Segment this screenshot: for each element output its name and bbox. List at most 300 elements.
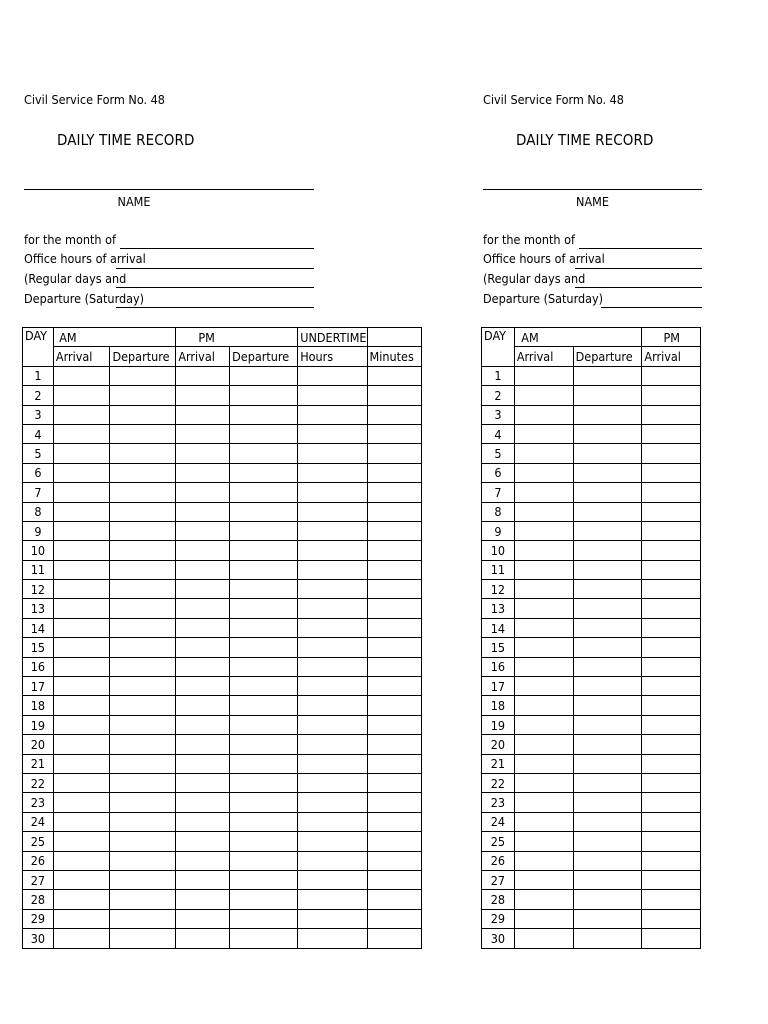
time-entry-cell[interactable] <box>176 715 230 734</box>
time-entry-cell[interactable] <box>230 366 298 385</box>
time-entry-cell[interactable] <box>230 677 298 696</box>
time-entry-cell[interactable] <box>176 677 230 696</box>
table-row <box>482 483 701 502</box>
time-entry-cell[interactable] <box>514 580 573 599</box>
time-entry-cell[interactable] <box>53 657 110 676</box>
time-entry-cell[interactable] <box>298 502 367 521</box>
time-entry-cell[interactable] <box>642 599 701 618</box>
time-entry-cell[interactable] <box>642 521 701 540</box>
time-entry-cell[interactable] <box>367 793 421 812</box>
time-entry-cell[interactable] <box>367 677 421 696</box>
time-entry-cell[interactable] <box>298 521 367 540</box>
time-entry-cell[interactable] <box>230 386 298 405</box>
day-number: 6 <box>482 463 515 482</box>
time-entry-cell[interactable] <box>53 599 110 618</box>
regular-days-field-line[interactable] <box>575 287 702 288</box>
time-entry-cell[interactable] <box>176 929 230 948</box>
time-entry-cell[interactable] <box>53 754 110 773</box>
time-entry-cell[interactable] <box>176 424 230 443</box>
time-entry-cell[interactable] <box>642 696 701 715</box>
time-entry-cell[interactable] <box>573 870 642 889</box>
time-entry-cell[interactable] <box>573 463 642 482</box>
time-entry-cell[interactable] <box>642 870 701 889</box>
time-entry-cell[interactable] <box>367 909 421 928</box>
time-entry-cell[interactable] <box>573 599 642 618</box>
time-entry-cell[interactable] <box>298 812 367 831</box>
time-entry-cell[interactable] <box>298 793 367 812</box>
time-entry-cell[interactable] <box>573 657 642 676</box>
time-entry-cell[interactable] <box>514 929 573 948</box>
day-number: 23 <box>482 793 515 812</box>
time-entry-cell[interactable] <box>298 405 367 424</box>
time-entry-cell[interactable] <box>514 909 573 928</box>
time-entry-cell[interactable] <box>573 832 642 851</box>
time-entry-cell[interactable] <box>514 541 573 560</box>
time-entry-cell[interactable] <box>176 580 230 599</box>
time-entry-cell[interactable] <box>642 405 701 424</box>
time-entry-cell[interactable] <box>298 386 367 405</box>
time-entry-cell[interactable] <box>367 773 421 792</box>
time-entry-cell[interactable] <box>110 580 176 599</box>
time-entry-cell[interactable] <box>367 890 421 909</box>
time-entry-cell[interactable] <box>367 657 421 676</box>
time-entry-cell[interactable] <box>367 463 421 482</box>
time-entry-cell[interactable] <box>176 851 230 870</box>
time-entry-cell[interactable] <box>110 483 176 502</box>
name-field-line[interactable] <box>483 189 702 190</box>
time-entry-cell[interactable] <box>53 405 110 424</box>
time-entry-cell[interactable] <box>642 677 701 696</box>
time-entry-cell[interactable] <box>573 773 642 792</box>
time-entry-cell[interactable] <box>573 521 642 540</box>
time-entry-cell[interactable] <box>53 696 110 715</box>
time-entry-cell[interactable] <box>298 618 367 637</box>
time-entry-cell[interactable] <box>176 735 230 754</box>
time-entry-cell[interactable] <box>573 502 642 521</box>
time-entry-cell[interactable] <box>110 638 176 657</box>
time-entry-cell[interactable] <box>298 483 367 502</box>
time-entry-cell[interactable] <box>110 890 176 909</box>
time-entry-cell[interactable] <box>110 735 176 754</box>
time-entry-cell[interactable] <box>176 638 230 657</box>
time-entry-cell[interactable] <box>230 754 298 773</box>
table-row <box>482 638 701 657</box>
time-entry-cell[interactable] <box>230 502 298 521</box>
time-entry-cell[interactable] <box>110 521 176 540</box>
regular-days-field-line[interactable] <box>116 287 314 288</box>
time-entry-cell[interactable] <box>230 890 298 909</box>
time-entry-cell[interactable] <box>110 715 176 734</box>
time-entry-cell[interactable] <box>573 444 642 463</box>
table-row <box>23 502 422 521</box>
time-entry-cell[interactable] <box>298 638 367 657</box>
month-label: for the month of <box>24 232 116 247</box>
time-entry-cell[interactable] <box>176 909 230 928</box>
time-entry-cell[interactable] <box>573 366 642 385</box>
time-entry-cell[interactable] <box>367 599 421 618</box>
time-entry-cell[interactable] <box>367 870 421 889</box>
time-entry-cell[interactable] <box>176 793 230 812</box>
time-entry-cell[interactable] <box>298 541 367 560</box>
time-entry-cell[interactable] <box>367 929 421 948</box>
time-entry-cell[interactable] <box>573 405 642 424</box>
time-entry-cell[interactable] <box>110 754 176 773</box>
time-entry-cell[interactable] <box>53 618 110 637</box>
day-number: 26 <box>482 851 515 870</box>
time-entry-cell[interactable] <box>230 870 298 889</box>
time-entry-cell[interactable] <box>230 405 298 424</box>
time-entry-cell[interactable] <box>514 502 573 521</box>
time-entry-cell[interactable] <box>176 483 230 502</box>
time-entry-cell[interactable] <box>176 832 230 851</box>
time-entry-cell[interactable] <box>110 677 176 696</box>
time-entry-cell[interactable] <box>514 677 573 696</box>
time-entry-cell[interactable] <box>642 560 701 579</box>
time-entry-cell[interactable] <box>367 521 421 540</box>
time-entry-cell[interactable] <box>642 715 701 734</box>
time-entry-cell[interactable] <box>176 870 230 889</box>
time-entry-cell[interactable] <box>176 502 230 521</box>
time-entry-cell[interactable] <box>176 696 230 715</box>
time-entry-cell[interactable] <box>298 851 367 870</box>
time-entry-cell[interactable] <box>367 560 421 579</box>
time-entry-cell[interactable] <box>573 677 642 696</box>
day-number: 1 <box>23 366 54 385</box>
time-entry-cell[interactable] <box>514 638 573 657</box>
time-entry-cell[interactable] <box>514 521 573 540</box>
time-entry-cell[interactable] <box>53 832 110 851</box>
time-entry-cell[interactable] <box>573 541 642 560</box>
time-entry-cell[interactable] <box>367 638 421 657</box>
time-entry-cell[interactable] <box>514 599 573 618</box>
time-entry-cell[interactable] <box>53 638 110 657</box>
time-entry-cell[interactable] <box>367 580 421 599</box>
time-entry-cell[interactable] <box>642 580 701 599</box>
departure-saturday-field-line[interactable] <box>601 307 702 308</box>
time-entry-cell[interactable] <box>298 696 367 715</box>
time-entry-cell[interactable] <box>367 618 421 637</box>
time-entry-cell[interactable] <box>367 735 421 754</box>
time-entry-cell[interactable] <box>298 424 367 443</box>
table-row <box>23 541 422 560</box>
time-entry-cell[interactable] <box>110 444 176 463</box>
time-entry-cell[interactable] <box>573 851 642 870</box>
table-row <box>482 502 701 521</box>
time-entry-cell[interactable] <box>298 463 367 482</box>
time-entry-cell[interactable] <box>176 599 230 618</box>
time-entry-cell[interactable] <box>230 521 298 540</box>
time-entry-cell[interactable] <box>298 366 367 385</box>
time-entry-cell[interactable] <box>367 405 421 424</box>
time-entry-cell[interactable] <box>573 715 642 734</box>
time-entry-cell[interactable] <box>53 812 110 831</box>
time-entry-cell[interactable] <box>642 463 701 482</box>
time-entry-cell[interactable] <box>514 715 573 734</box>
time-entry-cell[interactable] <box>230 424 298 443</box>
time-entry-cell[interactable] <box>176 541 230 560</box>
time-entry-cell[interactable] <box>573 735 642 754</box>
day-number: 28 <box>482 890 515 909</box>
time-entry-cell[interactable] <box>110 560 176 579</box>
time-entry-cell[interactable] <box>110 502 176 521</box>
month-field-line[interactable] <box>579 248 702 249</box>
time-entry-cell[interactable] <box>642 502 701 521</box>
time-entry-cell[interactable] <box>367 366 421 385</box>
time-entry-cell[interactable] <box>53 929 110 948</box>
time-entry-cell[interactable] <box>53 502 110 521</box>
time-entry-cell[interactable] <box>230 909 298 928</box>
time-entry-cell[interactable] <box>110 832 176 851</box>
time-entry-cell[interactable] <box>298 444 367 463</box>
time-entry-cell[interactable] <box>53 870 110 889</box>
time-entry-cell[interactable] <box>110 541 176 560</box>
office-hours-field-line[interactable] <box>116 268 314 269</box>
time-entry-cell[interactable] <box>53 444 110 463</box>
time-entry-cell[interactable] <box>230 832 298 851</box>
time-entry-cell[interactable] <box>230 657 298 676</box>
time-entry-cell[interactable] <box>298 599 367 618</box>
time-entry-cell[interactable] <box>110 386 176 405</box>
time-entry-cell[interactable] <box>514 483 573 502</box>
time-entry-cell[interactable] <box>298 580 367 599</box>
time-entry-cell[interactable] <box>642 890 701 909</box>
time-entry-cell[interactable] <box>642 735 701 754</box>
time-entry-cell[interactable] <box>367 444 421 463</box>
day-number: 13 <box>482 599 515 618</box>
time-entry-cell[interactable] <box>230 483 298 502</box>
time-entry-cell[interactable] <box>230 793 298 812</box>
time-entry-cell[interactable] <box>176 405 230 424</box>
time-entry-cell[interactable] <box>110 870 176 889</box>
time-entry-cell[interactable] <box>110 599 176 618</box>
table-row <box>23 424 422 443</box>
time-entry-cell[interactable] <box>176 657 230 676</box>
table-row <box>23 890 422 909</box>
time-entry-cell[interactable] <box>110 618 176 637</box>
time-entry-cell[interactable] <box>230 580 298 599</box>
time-entry-cell[interactable] <box>176 773 230 792</box>
time-entry-cell[interactable] <box>176 812 230 831</box>
time-entry-cell[interactable] <box>514 618 573 637</box>
table-row <box>482 618 701 637</box>
time-entry-cell[interactable] <box>53 560 110 579</box>
time-entry-cell[interactable] <box>573 483 642 502</box>
time-entry-cell[interactable] <box>53 793 110 812</box>
time-entry-cell[interactable] <box>110 929 176 948</box>
time-entry-cell[interactable] <box>642 754 701 773</box>
time-entry-cell[interactable] <box>642 483 701 502</box>
time-entry-cell[interactable] <box>298 909 367 928</box>
time-entry-cell[interactable] <box>298 929 367 948</box>
time-entry-cell[interactable] <box>110 696 176 715</box>
time-entry-cell[interactable] <box>642 386 701 405</box>
time-entry-cell[interactable] <box>514 424 573 443</box>
time-entry-cell[interactable] <box>176 754 230 773</box>
time-entry-cell[interactable] <box>514 754 573 773</box>
time-entry-cell[interactable] <box>110 773 176 792</box>
time-entry-cell[interactable] <box>53 463 110 482</box>
time-entry-cell[interactable] <box>298 657 367 676</box>
time-entry-cell[interactable] <box>514 405 573 424</box>
time-entry-cell[interactable] <box>514 890 573 909</box>
time-entry-cell[interactable] <box>367 832 421 851</box>
time-entry-cell[interactable] <box>230 444 298 463</box>
time-entry-cell[interactable] <box>642 424 701 443</box>
time-entry-cell[interactable] <box>367 541 421 560</box>
time-entry-cell[interactable] <box>573 560 642 579</box>
form-title: DAILY TIME RECORD <box>516 131 654 149</box>
departure-saturday-label: Departure (Saturday) <box>483 291 604 306</box>
time-entry-cell[interactable] <box>514 386 573 405</box>
time-entry-cell[interactable] <box>53 773 110 792</box>
time-entry-cell[interactable] <box>176 618 230 637</box>
name-field-line[interactable] <box>24 189 314 190</box>
time-entry-cell[interactable] <box>53 521 110 540</box>
time-entry-cell[interactable] <box>53 715 110 734</box>
time-entry-cell[interactable] <box>514 696 573 715</box>
time-entry-cell[interactable] <box>573 638 642 657</box>
time-entry-cell[interactable] <box>230 812 298 831</box>
time-entry-cell[interactable] <box>367 483 421 502</box>
time-entry-cell[interactable] <box>514 832 573 851</box>
time-entry-cell[interactable] <box>573 812 642 831</box>
time-entry-cell[interactable] <box>642 657 701 676</box>
time-entry-cell[interactable] <box>53 483 110 502</box>
time-entry-cell[interactable] <box>230 851 298 870</box>
time-entry-cell[interactable] <box>176 521 230 540</box>
time-entry-cell[interactable] <box>573 424 642 443</box>
time-entry-cell[interactable] <box>367 696 421 715</box>
time-entry-cell[interactable] <box>53 386 110 405</box>
time-entry-cell[interactable] <box>573 696 642 715</box>
time-entry-cell[interactable] <box>110 909 176 928</box>
time-entry-cell[interactable] <box>642 812 701 831</box>
time-entry-cell[interactable] <box>642 638 701 657</box>
time-entry-cell[interactable] <box>176 890 230 909</box>
time-entry-cell[interactable] <box>642 793 701 812</box>
time-entry-cell[interactable] <box>230 696 298 715</box>
time-entry-cell[interactable] <box>230 735 298 754</box>
office-hours-field-line[interactable] <box>575 268 702 269</box>
time-entry-cell[interactable] <box>53 677 110 696</box>
time-entry-cell[interactable] <box>53 735 110 754</box>
time-entry-cell[interactable] <box>514 366 573 385</box>
time-entry-cell[interactable] <box>298 890 367 909</box>
time-entry-cell[interactable] <box>367 851 421 870</box>
time-entry-cell[interactable] <box>230 599 298 618</box>
time-entry-cell[interactable] <box>573 793 642 812</box>
time-entry-cell[interactable] <box>514 444 573 463</box>
time-entry-cell[interactable] <box>573 386 642 405</box>
time-entry-cell[interactable] <box>230 638 298 657</box>
time-entry-cell[interactable] <box>298 754 367 773</box>
day-number: 2 <box>23 386 54 405</box>
time-entry-cell[interactable] <box>573 580 642 599</box>
time-entry-cell[interactable] <box>514 773 573 792</box>
time-entry-cell[interactable] <box>230 541 298 560</box>
time-entry-cell[interactable] <box>110 851 176 870</box>
time-entry-cell[interactable] <box>298 715 367 734</box>
time-entry-cell[interactable] <box>110 366 176 385</box>
time-entry-cell[interactable] <box>53 366 110 385</box>
time-entry-cell[interactable] <box>230 773 298 792</box>
time-entry-cell[interactable] <box>642 618 701 637</box>
time-entry-cell[interactable] <box>514 463 573 482</box>
time-entry-cell[interactable] <box>642 929 701 948</box>
time-entry-cell[interactable] <box>176 444 230 463</box>
time-entry-cell[interactable] <box>573 909 642 928</box>
time-entry-cell[interactable] <box>298 735 367 754</box>
time-entry-cell[interactable] <box>176 463 230 482</box>
time-entry-cell[interactable] <box>514 851 573 870</box>
time-entry-cell[interactable] <box>642 773 701 792</box>
time-entry-cell[interactable] <box>514 657 573 676</box>
time-entry-cell[interactable] <box>367 502 421 521</box>
time-entry-cell[interactable] <box>176 366 230 385</box>
time-entry-cell[interactable] <box>514 735 573 754</box>
time-entry-cell[interactable] <box>642 444 701 463</box>
time-entry-cell[interactable] <box>53 909 110 928</box>
time-entry-cell[interactable] <box>367 754 421 773</box>
time-entry-cell[interactable] <box>642 832 701 851</box>
time-entry-cell[interactable] <box>110 405 176 424</box>
day-number: 19 <box>23 715 54 734</box>
time-entry-cell[interactable] <box>642 909 701 928</box>
time-entry-cell[interactable] <box>230 463 298 482</box>
time-entry-cell[interactable] <box>230 715 298 734</box>
time-entry-cell[interactable] <box>230 929 298 948</box>
time-entry-cell[interactable] <box>573 929 642 948</box>
time-entry-cell[interactable] <box>367 812 421 831</box>
time-entry-cell[interactable] <box>298 773 367 792</box>
time-entry-cell[interactable] <box>642 366 701 385</box>
time-entry-cell[interactable] <box>53 424 110 443</box>
time-entry-cell[interactable] <box>53 851 110 870</box>
time-entry-cell[interactable] <box>298 870 367 889</box>
time-entry-cell[interactable] <box>642 851 701 870</box>
time-entry-cell[interactable] <box>514 812 573 831</box>
time-entry-cell[interactable] <box>367 424 421 443</box>
time-entry-cell[interactable] <box>53 541 110 560</box>
time-entry-cell[interactable] <box>514 870 573 889</box>
time-entry-cell[interactable] <box>110 657 176 676</box>
time-entry-cell[interactable] <box>53 580 110 599</box>
time-entry-cell[interactable] <box>53 890 110 909</box>
time-entry-cell[interactable] <box>573 890 642 909</box>
time-entry-cell[interactable] <box>110 793 176 812</box>
time-entry-cell[interactable] <box>367 386 421 405</box>
time-entry-cell[interactable] <box>642 541 701 560</box>
time-entry-cell[interactable] <box>573 618 642 637</box>
time-entry-cell[interactable] <box>298 560 367 579</box>
time-entry-cell[interactable] <box>514 793 573 812</box>
month-field-line[interactable] <box>120 248 314 249</box>
time-entry-cell[interactable] <box>230 618 298 637</box>
departure-saturday-field-line[interactable] <box>116 307 314 308</box>
time-entry-cell[interactable] <box>573 754 642 773</box>
table-row <box>23 677 422 696</box>
time-entry-cell[interactable] <box>176 560 230 579</box>
time-entry-cell[interactable] <box>110 812 176 831</box>
time-entry-cell[interactable] <box>367 715 421 734</box>
time-entry-cell[interactable] <box>298 677 367 696</box>
time-entry-cell[interactable] <box>110 463 176 482</box>
time-entry-cell[interactable] <box>298 832 367 851</box>
time-entry-cell[interactable] <box>514 560 573 579</box>
time-entry-cell[interactable] <box>230 560 298 579</box>
time-entry-cell[interactable] <box>110 424 176 443</box>
time-entry-cell[interactable] <box>176 386 230 405</box>
